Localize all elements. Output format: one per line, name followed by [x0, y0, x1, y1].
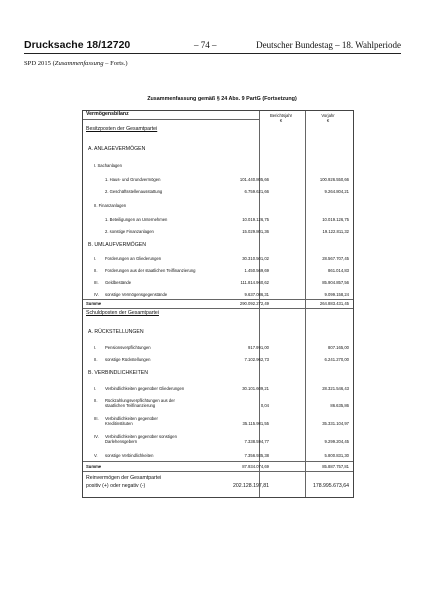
header-rule	[24, 53, 401, 54]
header-label: Vermögensbilanz	[86, 111, 129, 117]
page-number: – 74 –	[194, 40, 217, 50]
page-header	[24, 39, 401, 53]
col2-unit: €	[326, 118, 330, 123]
col2-header: Vorjahr	[321, 113, 335, 118]
column-divider	[305, 111, 306, 497]
table-title: Zusammenfassung gemäß § 24 Abs. 9 PartG (Fortsetzung)	[147, 96, 297, 102]
col1-header: Berichtsjahr	[269, 113, 293, 118]
balance-table: Vermögensbilanz Berichtsjahr € Vorjahr € Besitzposten der Gesamtpartei A. ANLAGEVERMÖGEN I. Sachanlagen 1. Haus- und Grundvermögen 101.440.805,66 100.926.550,66 2. Geschäftsstellenausstattung 6.759.621,66 9.264.804,21 II. Finanzanlagen 1. Beteiligungen an Unternehmen 10.019.126,75 10.019.126,75 2. sonstige Finanzanlagen 15.029.801,36 19.122.811,32 B. UMLAUFVERMÖGEN I. Forderungen an Gliederungen 30.310.501,02 28.567.707,45 II. Forderungen aus der staatlichen Teilfinanzierung 1.450.569,69 861.014,83 III. Geldbestände 111.814.960,62 85.904.857,56 IV. sonstige Vermögensgegenstände 9.637.086,31 9.099.158,24 Summe 290.092.272,49 264.883.431,45 Schuldposten der Gesamtpartei A. RÜCKSTELLUNGEN I. Pensionsverpflichtungen 917.991,00 807.165,00 II. sonstige Rückstellungen 7.102.962,73 6.241.270,00 B. VERBINDLICHKEITEN I. Verbindlichkeiten gegenüber Gliederungen 30.101.609,21 28.321.546,43 II. Rückzahlungsverpflichtungen aus der staatlichen Teilfinanzierung 0,04 86.635,86 III. Verbindlichkeiten gegenüber Kreditinstituten 35.115.981,55 35.331.104,97 IV. Verbindlichkeiten gegenüber sonstigen Darlehensgebern 7.338.594,77 9.299.204,45 V. sonstige Verbindlichkeiten 7.356.935,38 5.800.831,30 Summe 87.934.074,69 85.887.757,81 Reinvermögen der Gesamtpartei positiv (+) oder negativ (-) 202.128.197,81 178.995.673,64	[82, 110, 354, 498]
document-number: Drucksache 18/12720	[24, 39, 131, 51]
parliament-session: Deutscher Bundestag – 18. Wahlperiode	[256, 40, 401, 50]
col1-unit: €	[279, 118, 283, 123]
section-subheader: SPD 2015 (Zusammenfassung – Forts.)	[24, 60, 128, 67]
